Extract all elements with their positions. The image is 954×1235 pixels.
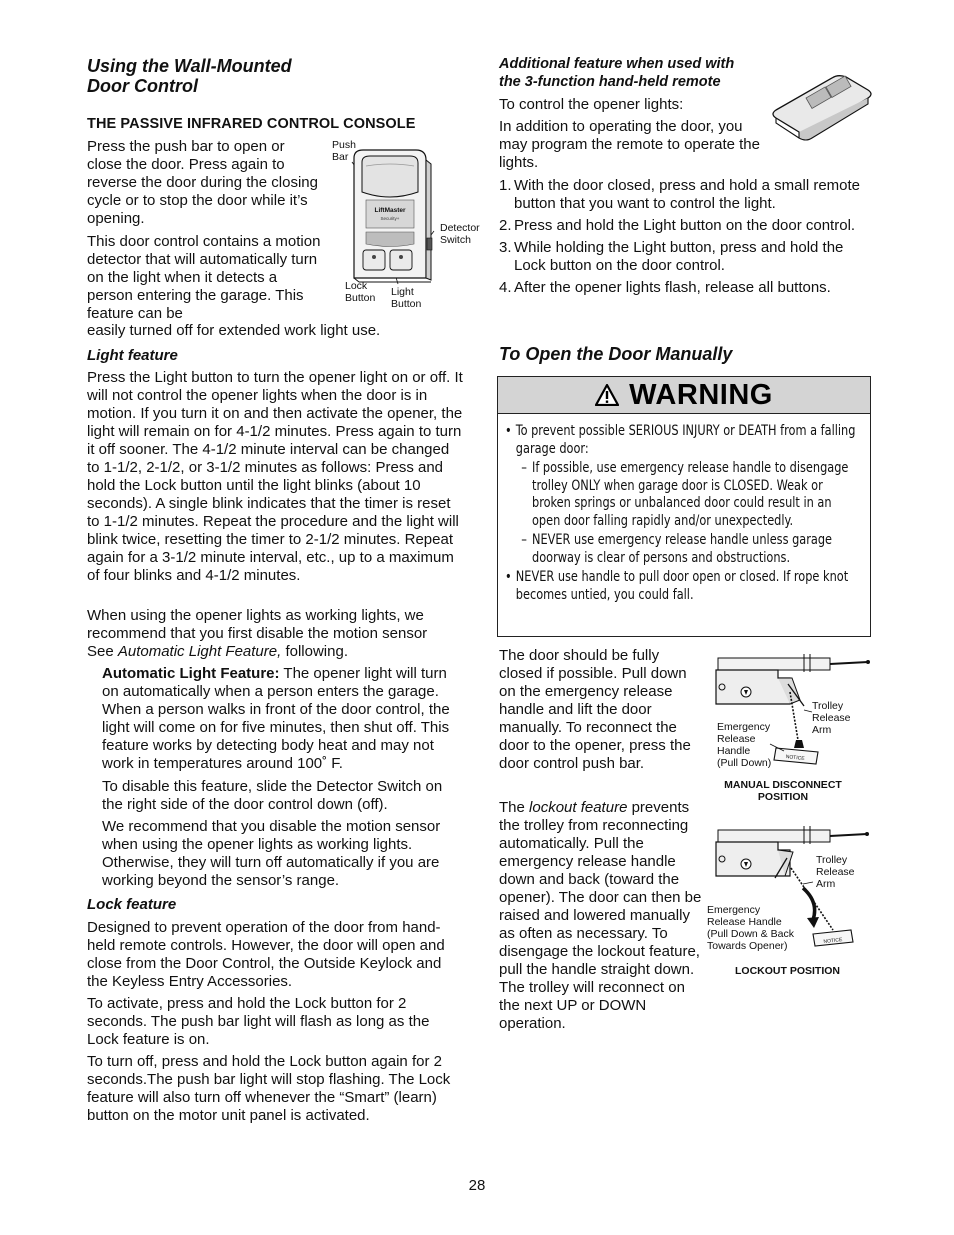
warning-dash-1: – If possible, use emergency release handle to disengage trolley ONLY when garage door is CLOSED. Weak or broken springs or unbalanced door could result in an open door falling rapidly and/or unexpectedly. — [521, 460, 849, 529]
handle-notice-text: NOTICE — [823, 937, 843, 945]
fig2-emergency-label-2: Release Handle — [707, 916, 782, 928]
light-feature-paragraph: Press the Light button to turn the opener light on or off. It will not control the opener lights when the door is in motion. If you turn it on and then activate the opener, the light will remain on for 4-1/2 minutes. Press again to turn it off sooner. The 4-1/2 minute interval can be changed to 1-1/2, 2-1/2, or 3-1/2 minutes as follows: Press and hold the Lock button until the light blinks (about 10 seconds). A single blink indicates that the timer is reset to 1-1/2 minutes. Repeat the procedure and the light will blink twice, resetting the timer to 2-1/2 minutes. Repeat again for a 3-1/2 minute interval, etc., up to a maximum of four blinks and 4-1/2 minutes. — [87, 369, 463, 584]
step-item — [499, 177, 864, 213]
intro-paragraph-1: Press the push bar to open or close the door. Press again to reverse the door during the closing cycle or to stop the door while it’s opening. — [87, 138, 318, 227]
fully-closed-paragraph: The door should be fully closed if possible. Pull down on the emergency release handle and lift the door manually. To reconnect the door to the opener, press the door control push bar. — [499, 647, 691, 772]
step-number: 4. — [499, 279, 512, 296]
recommend-paragraph: We recommend that you disable the motion sensor when using the opener lights as working lights. Otherwise, they will turn off automatically if you are working beyond the sensor’s range. — [102, 818, 441, 889]
fig2-trolley-label-1: Trolley — [816, 854, 848, 866]
warning-header — [498, 377, 870, 414]
lockout-text-a: The — [499, 799, 530, 816]
push-bar-label-1: Push — [332, 139, 356, 151]
detector-switch-label-1: Detector — [440, 222, 480, 234]
fig1-emergency-label-3: Handle — [717, 745, 751, 757]
handle-notice-text: NOTICE — [785, 754, 805, 762]
disable-feature-paragraph: To disable this feature, slide the Detector Switch on the right side of the door control down (off). — [102, 778, 443, 813]
fig2-emergency-label-3: (Pull Down & Back — [707, 928, 794, 940]
fig2-caption: LOCKOUT POSITION — [735, 965, 840, 977]
control-lights-line: To control the opener lights: — [499, 96, 684, 113]
push-bar-label-2: Bar — [332, 151, 349, 163]
warning-dash-2: – NEVER use emergency release handle unless garage doorway is clear of persons and obstructions. — [521, 532, 833, 566]
step-text: While holding the Light button, press and hold the Lock button on the door control. — [514, 239, 844, 274]
fig1-trolley-label-3: Arm — [812, 724, 832, 736]
additional-heading-line-1: Additional feature when used with — [499, 56, 735, 72]
automatic-light-text: The opener light will turn on automatically when a person enters the garage. When a person walks in front of the door control, the light will come on for five minutes, then shut off. This feature works by detecting body heat and may not work in temperatures around 100˚ F. — [102, 665, 450, 772]
addition-paragraph: In addition to operating the door, you may program the remote to operate the lights. — [499, 118, 760, 171]
step-number: 2. — [499, 217, 512, 234]
working-lights-text-a: When using the opener lights as working lights, we recommend that you first disable the motion sensor See — [87, 607, 428, 660]
section-heading-wall-control — [87, 56, 407, 96]
open-door-manually-heading: To Open the Door Manually — [499, 344, 733, 364]
lockout-italic: lockout feature — [529, 799, 628, 816]
additional-feature-heading — [499, 55, 734, 91]
step-text: With the door closed, press and hold a small remote button that you want to control the light. — [514, 177, 861, 212]
door-control-figure — [330, 136, 480, 316]
intro-paragraph-2b: easily turned off for extended work light use. — [87, 322, 381, 339]
working-lights-paragraph — [87, 607, 457, 661]
fig2-trolley-label-2: Release — [816, 866, 855, 878]
warning-bullet-2: • NEVER use handle to pull door open or closed. If rope knot becomes untied, you could fall. — [505, 569, 849, 603]
automatic-light-paragraph — [102, 665, 460, 773]
brand-text-2: Security+ — [380, 216, 400, 221]
working-lights-italic: Automatic Light Feature, — [117, 643, 282, 660]
lock-paragraph-2: To activate, press and hold the Lock button for 2 seconds. The push bar light will flash as long as the Lock feature is on. — [87, 995, 430, 1048]
warning-bullet-1: • To prevent possible SERIOUS INJURY or DEATH from a falling garage door: — [505, 423, 856, 457]
lock-button-label-1: Lock — [345, 280, 368, 292]
working-lights-text-b: following. — [281, 643, 348, 660]
detector-switch-label-2: Switch — [440, 234, 471, 246]
warning-bullet-1-text: To prevent possible SERIOUS INJURY or DEATH from a falling garage door: — [515, 423, 856, 457]
fig1-emergency-label-4: (Pull Down) — [717, 757, 772, 769]
step-number: 3. — [499, 239, 512, 256]
fig2-emergency-label-1: Emergency — [707, 904, 761, 916]
page-number: 28 — [468, 1177, 486, 1194]
warning-title: WARNING — [629, 378, 773, 411]
warning-dash-1-text: If possible, use emergency release handle to disengage trolley ONLY when garage door is CLOSED. Weak or broken springs or unbalanced door could result in an open door falling rapidly and/or unexpectedly. — [532, 460, 849, 529]
fig2-emergency-label-4: Towards Opener) — [707, 940, 788, 952]
lock-feature-heading: Lock feature — [87, 896, 177, 913]
step-number: 1. — [499, 177, 512, 194]
remote-control-drawing — [768, 68, 878, 142]
subheading-passive-infrared: THE PASSIVE INFRARED CONTROL CONSOLE — [87, 116, 416, 132]
step-item — [499, 279, 864, 297]
lock-paragraph-3: To turn off, press and hold the Lock button again for 2 seconds.The push bar light will stop flashing. The Lock feature will also turn off whenever the “Smart” (learn) button on the motor unit panel is activated. — [87, 1053, 451, 1124]
heading-line-1: Using the Wall-Mounted — [87, 56, 292, 76]
lock-button-label-2: Button — [345, 292, 376, 304]
warning-body — [505, 423, 856, 604]
light-button-label-1: Light — [391, 286, 414, 298]
step-text: Press and hold the Light button on the door control. — [514, 217, 856, 234]
light-program-steps — [499, 177, 864, 301]
wall-console-drawing — [330, 136, 480, 316]
brand-text-1: LiftMaster — [374, 207, 406, 214]
warning-triangle-icon — [595, 384, 619, 406]
lockout-text-b: prevents the trolley from reconnecting automatically. Pull the emergency release handle down and back (toward the opener). The door can then be raised and lowered manually as often as necessary. To disengage the lockout feature, pull the handle straight down. The trolley will reconnect on the next UP or DOWN operation. — [499, 799, 702, 1032]
fig1-trolley-label-2: Release — [812, 712, 851, 724]
warning-box — [497, 376, 871, 637]
manual-disconnect-figure — [708, 648, 878, 808]
additional-heading-line-2: the 3-function hand-held remote — [499, 74, 721, 90]
intro-paragraph-2a: This door control contains a motion detector that will automatically turn on the light when it detects a person entering the garage. This feature can be — [87, 233, 321, 322]
lock-paragraph-1: Designed to prevent operation of the door from hand-held remote controls. However, the door will open and close from the Door Control, the Outside Keylock and the Keyless Entry Accessories. — [87, 919, 445, 990]
fig1-caption-line-1: MANUAL DISCONNECT — [724, 779, 842, 791]
warning-dash-2-text: NEVER use emergency release handle unless garage doorway is clear of persons and obstructions. — [532, 532, 833, 566]
automatic-light-label: Automatic Light Feature: — [102, 665, 280, 682]
lockout-paragraph — [499, 799, 707, 1033]
light-feature-heading: Light feature — [87, 347, 178, 364]
step-item — [499, 217, 864, 235]
fig1-emergency-label-1: Emergency — [717, 721, 771, 733]
fig1-trolley-label-1: Trolley — [812, 700, 844, 712]
fig2-trolley-label-3: Arm — [816, 878, 836, 890]
step-item — [499, 239, 864, 275]
warning-bullet-2-text: NEVER use handle to pull door open or closed. If rope knot becomes untied, you could fall. — [515, 569, 849, 603]
step-text: After the opener lights flash, release all buttons. — [514, 279, 831, 296]
light-button-label-2: Button — [391, 298, 422, 310]
fig1-emergency-label-2: Release — [717, 733, 756, 745]
lockout-position-figure — [705, 818, 875, 983]
fig1-caption-line-2: POSITION — [757, 791, 809, 803]
heading-line-2: Door Control — [87, 76, 198, 96]
